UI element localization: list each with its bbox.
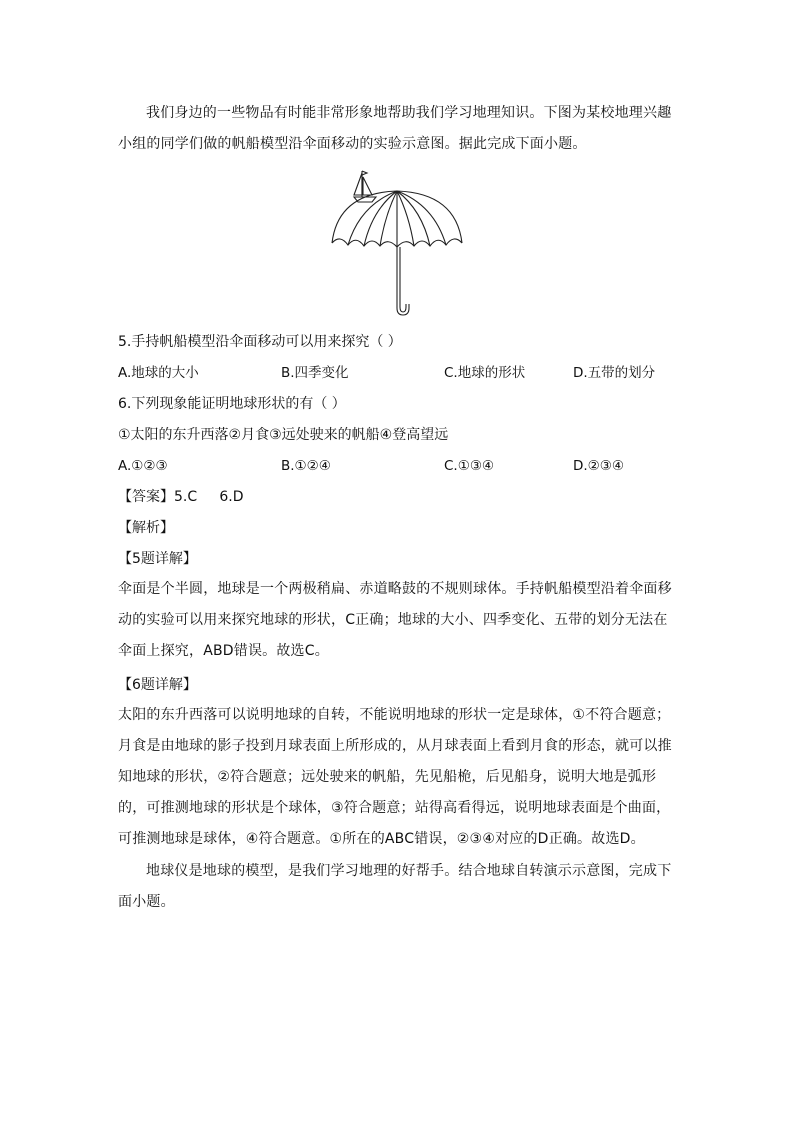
intro-paragraph-2: 地球仪是地球的模型，是我们学习地理的好帮手。结合地球自转演示示意图，完成下面小题。: [118, 863, 672, 910]
question-5-option-b: B.四季变化: [281, 365, 349, 381]
question-5-option-c: C.地球的形状: [444, 365, 526, 381]
question-6-stem: 6.下列现象能证明地球形状的有（ ）: [118, 396, 346, 412]
detail-6-title: 【6题详解】: [118, 677, 197, 693]
detail-6-text: 太阳的东升西落可以说明地球的自转，不能说明地球的形状一定是球体，①不符合题意；月食是由地球的影子投到月球表面上所形成的，从月球表面上看到月食的形态，就可以推知地球的形状，②符合题意；远处驶来的帆船，先见船桅，后见船身，说明大地是弧形的，可推测地球的形状是个球体，③符合题意；站得高看得远，说明地球表面是个曲面，可推测地球是球体，④符合题意。①所在的ABC错误，②③④对应的D正确。故选D。: [118, 707, 672, 847]
question-6-items: ①太阳的东升西落②月食③远处驶来的帆船④登高望远: [118, 427, 449, 443]
question-6-option-c: C.①③④: [444, 458, 495, 474]
detail-5-title: 【5题详解】: [118, 551, 197, 567]
question-5-stem: 5.手持帆船模型沿伞面移动可以用来探究（ ）: [118, 334, 402, 350]
question-5-option-d: D.五带的划分: [573, 365, 656, 381]
answer-line: 【答案】5.C 6.D: [118, 489, 244, 505]
intro-paragraph: 我们身边的一些物品有时能非常形象地帮助我们学习地理知识。下图为某校地理兴趣小组的同学们做的帆船模型沿伞面移动的实验示意图。据此完成下面小题。: [118, 105, 672, 152]
question-6-option-a: A.①②③: [118, 458, 168, 474]
question-6-option-d: D.②③④: [573, 458, 624, 474]
analysis-label: 【解析】: [118, 520, 174, 536]
question-6-option-b: B.①②④: [281, 458, 331, 474]
question-5-option-a: A.地球的大小: [118, 365, 199, 381]
detail-5-text: 伞面是个半圆，地球是一个两极稍扁、赤道略鼓的不规则球体。手持帆船模型沿着伞面移动的实验可以用来探究地球的形状，C正确；地球的大小、四季变化、五带的划分无法在伞面上探究，ABD错误。故选C。: [118, 581, 672, 659]
umbrella-sailboat-figure: [330, 165, 464, 317]
